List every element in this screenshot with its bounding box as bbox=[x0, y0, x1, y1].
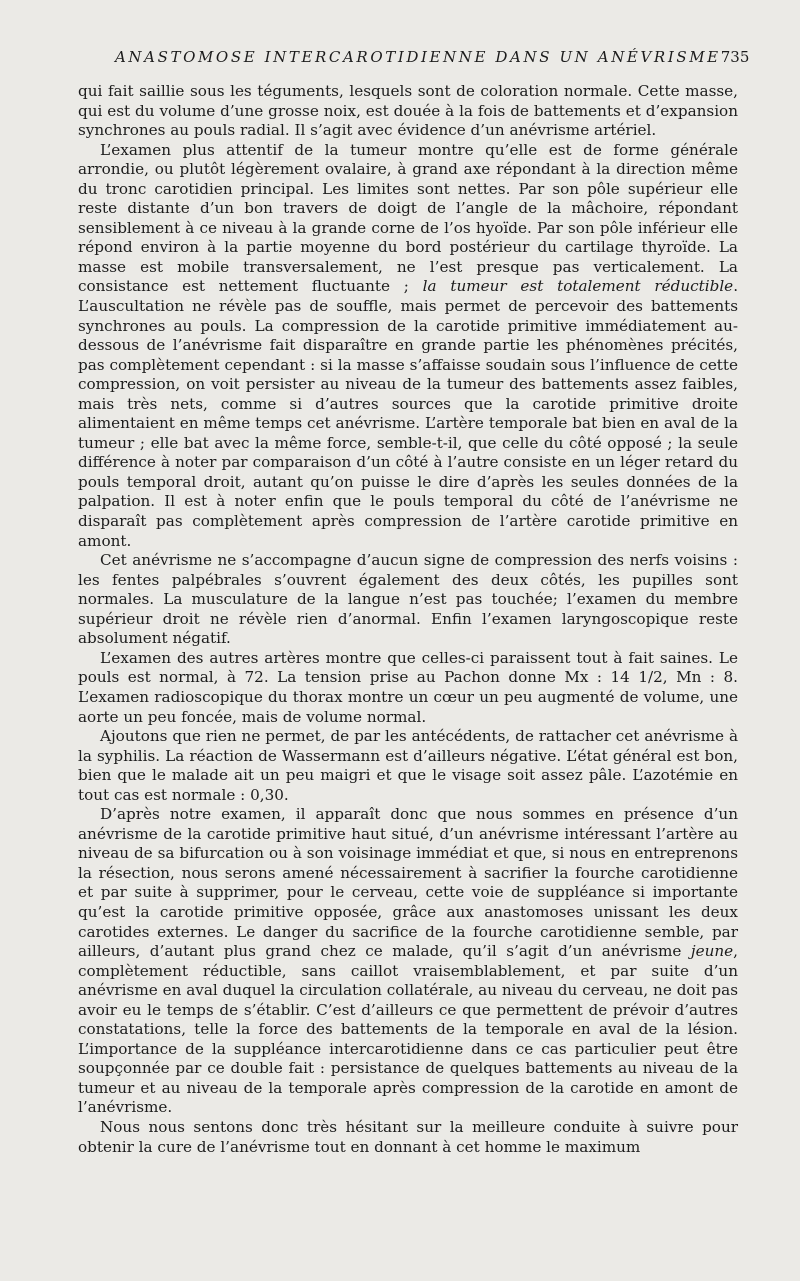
text-run: L’examen plus attentif de la tumeur montre qu’elle est de forme générale arrondie, ou plutôt légèrement ovalaire, à grand axe répondant à la direction même du tronc carotidien principal. Les limites sont nettes. Par son pôle supérieur elle reste distante d’un bon travers de doigt de l’angle de la mâchoire, répondant sensiblement à ce niveau à la grande corne de l’os hyoïde. Par son pôle inférieur elle répond environ à la partie moyenne du bord postérieur du cartilage thyroïde. La masse est mobile transversalement, ne l’est presque pas verticalement. La consistance est nettement fluctuante ; bbox=[78, 140, 738, 296]
paragraph bbox=[78, 1118, 738, 1157]
paragraph bbox=[78, 649, 738, 727]
paragraph bbox=[78, 141, 738, 551]
running-title: ANASTOMOSE INTERCAROTIDIENNE DANS UN ANÉVRISME bbox=[115, 48, 721, 66]
text-run: Nous nous sentons donc très hésitant sur la meilleure conduite à suivre pour obtenir la cure de l’anévrisme tout en donnant à cet homme le maximum bbox=[78, 1117, 738, 1156]
paragraph bbox=[78, 727, 738, 805]
text-run: D’après notre examen, il apparaît donc que nous sommes en présence d’un anévrisme de la carotide primitive haut situé, d’un anévrisme intéressant l’artère au niveau de sa bifurcation ou à son voisinage immédiat et que, si nous en entreprenons la résection, nous serons amené nécessairement à sacrifier la fourche carotidienne et par suite à supprimer, pour le cerveau, cette voie de suppléance si importante qu’est la carotide primitive opposée, grâce aux anastomoses unissant les deux carotides externes. Le danger du sacrifice de la fourche carotidienne semble, par ailleurs, d’autant plus grand chez ce malade, qu’il s’agit d’un anévrisme bbox=[78, 805, 738, 961]
paragraph bbox=[78, 551, 738, 649]
italic-emphasis: la tumeur est totalement réductible bbox=[422, 277, 734, 296]
text-run: L’examen des autres artères montre que celles-ci paraissent tout à fait saines. Le pouls est normal, à 72. La tension prise au Pachon donne Mx : 14 1/2, Mn : 8. L’examen radioscopique du thorax montre un cœur un peu augmenté de volume, une aorte un peu foncée, mais de volume normal. bbox=[78, 648, 738, 726]
body-text bbox=[78, 82, 738, 1157]
text-run: qui fait saillie sous les téguments, lesquels sont de coloration normale. Cette masse, qui est du volume d’une grosse noix, est douée à la fois de battements et d’expansion synchrones au pouls radial. Il s’agit avec évidence d’un anévrisme artériel. bbox=[78, 82, 738, 140]
text-run: Cet anévrisme ne s’accompagne d’aucun signe de compression des nerfs voisins : les fentes palpébrales s’ouvrent également des deux côtés, les pupilles sont normales. La musculature de la langue n’est pas touchée; l’examen du membre supérieur droit ne révèle rien d’anormal. Enfin l’examen laryngoscopique reste absolument négatif. bbox=[78, 551, 738, 648]
running-header bbox=[115, 48, 750, 66]
italic-emphasis: jeune bbox=[690, 942, 734, 961]
paragraph bbox=[78, 805, 738, 1118]
text-run: . L’auscultation ne révèle pas de souffle, mais permet de percevoir des battements synchrones au pouls. La compression de la carotide primitive immédiatement au-dessous de l’anévrisme fait disparaître en grande partie les phénomènes précités, pas complètement cependant : si la masse s’affaisse soudain sous l’influence de cette compression, on voit persister au niveau de la tumeur des battements assez faibles, mais très nets, comme si d’autres sources que la carotide primitive droite alimentaient en même temps cet anévrisme. L’artère temporale bat bien en aval de la tumeur ; elle bat avec la même force, semble-t-il, que celle du côté opposé ; la seule différence à noter par comparaison d’un côté à l’autre consiste en un léger retard du pouls temporal droit, autant qu’on puisse le dire d’après les seules données de la palpation. Il est à noter enfin que le pouls temporal du côté de l’anévrisme ne disparaît pas complètement après compression de l’artère carotide primitive en amont. bbox=[78, 277, 739, 550]
text-run: Ajoutons que rien ne permet, de par les antécédents, de rattacher cet anévrisme à la syphilis. La réaction de Wassermann est d’ailleurs négative. L’état général est bon, bien que le malade ait un peu maigri et que le visage soit assez pâle. L’azotémie en tout cas est normale : 0,30. bbox=[78, 727, 738, 804]
page-number: 735 bbox=[720, 48, 750, 66]
paragraph bbox=[78, 82, 738, 141]
text-run: , complètement réductible, sans caillot vraisemblablement, et par suite d’un anévrisme en aval duquel la circulation collatérale, au niveau du cerveau, ne doit pas avoir eu le temps de s’établir. C’est d’ailleurs ce que permettent de prévoir d’autres constatations, telle la force des battements de la temporale en aval de la lésion. L’importance de la suppléance intercarotidienne dans ce cas particulier peut être soupçonnée par ce double fait : persistance de quelques battements au niveau de la tumeur et au niveau de la temporale après compression de la carotide en amont de l’anévrisme. bbox=[78, 942, 738, 1117]
